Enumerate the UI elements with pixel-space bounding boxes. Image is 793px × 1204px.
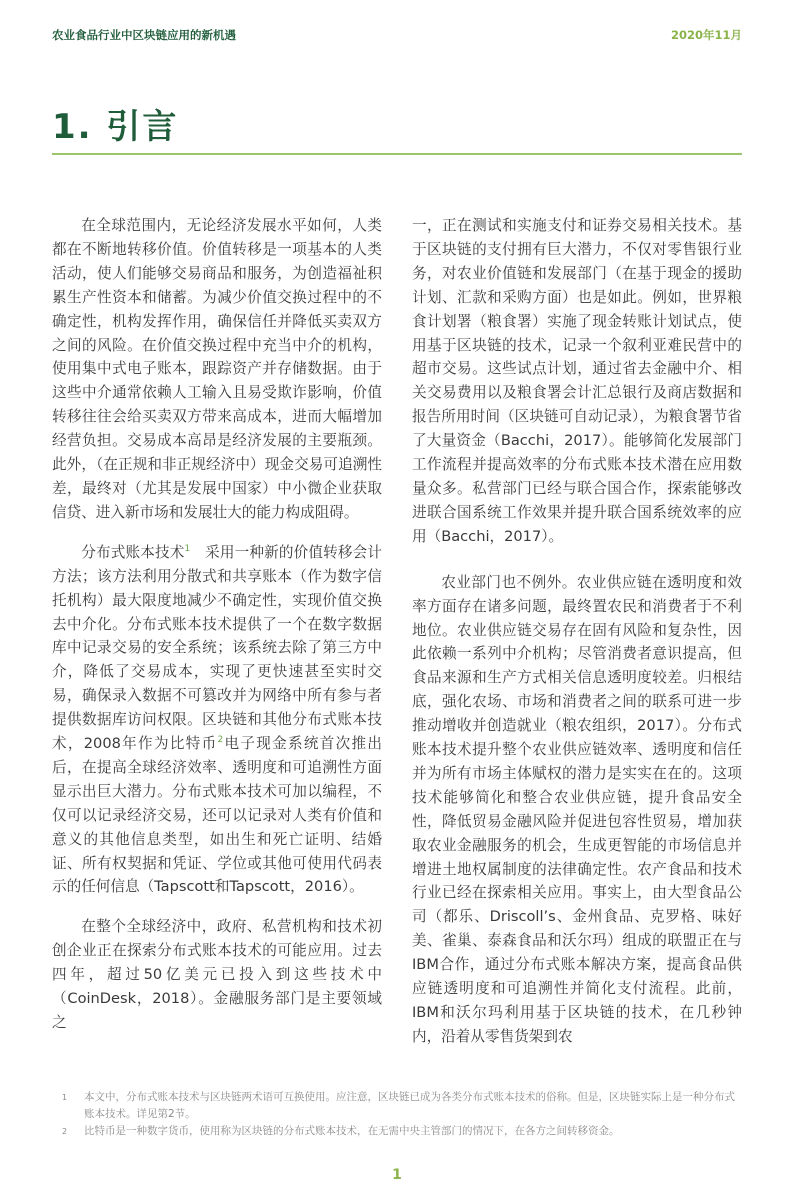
paragraph-text: 分布式账本技术	[81, 543, 185, 561]
paragraph	[52, 541, 382, 900]
footnote-text: 本文中，分布式账本技术与区块链两术语可互换使用。应注意，区块链已成为各类分布式账本技术的俗称。但是，区块链实际上是一种分布式账本技术。详见第2节。	[84, 1090, 735, 1120]
paragraph: 农业部门也不例外。农业供应链在透明度和效率方面存在诸多问题，最终置农民和消费者于不利地位。农业供应链交易存在固有风险和复杂性，因此依赖一系列中介机构；尽管消费者意识提高，但食品来源和生产方式相关信息透明度较差。归根结底，强化农场、市场和消费者之间的联系可进一步推动增收并创造就业（粮农组织，2017）。分布式账本技术提升整个农业供应链效率、透明度和信任并为所有市场主体赋权的潜力是实实在在的。这项技术能够简化和整合农业供应链，提升食品安全性，降低贸易金融风险并促进包容性贸易，增加获取农业金融服务的机会，生成更智能的市场信息并增进土地权属制度的法律确定性。农产食品和技术行业已经在探索相关应用。事实上，由大型食品公司（都乐、Driscoll’s、金州食品、克罗格、味好美、雀巢、泰森食品和沃尔玛）组成的联盟正在与IBM合作，通过分布式账本解决方案，提高食品供应链透明度和可追溯性并简化支付流程。此前，IBM和沃尔玛利用基于区块链的技术，在几秒钟内，沿着从零售货架到农	[412, 573, 742, 1045]
footnote	[62, 1123, 742, 1140]
left-column	[52, 214, 382, 1065]
footnote-ref[interactable]: 1	[184, 543, 191, 554]
running-header-date: 2020年11月	[670, 28, 742, 42]
footnote-ref[interactable]: 2	[217, 735, 224, 746]
right-column	[412, 214, 742, 1065]
paragraph-text: 电子现金系统首次推出后，在提高全球经济效率、透明度和可追溯性方面显示出巨大潜力。分布式账本技术可加以编程，不仅可以记录经济交易，还可以记录对人类有价值和意义的其他信息类型，如出生和死亡证明、结婚证、所有权契据和凭证、学位或其他可使用代码表示的任何信息（Tapscott和Tapscott，2016）。	[52, 735, 382, 896]
paragraph-text: 采用一种新的价值转移会计方法；该方法利用分散式和共享账本（作为数字信托机构）最大限度地减少不确定性，实现价值交换去中介化。分布式账本技术提供了一个在数字数据库中记录交易的安全系统；该系统去除了第三方中介，降低了交易成本，实现了更快速甚至实时交易，确保录入数据不可篡改并为网络中所有参与者提供数据库访问权限。区块链和其他分布式账本技术，2008年作为比特币	[52, 543, 382, 753]
section-title: 1. 引言	[52, 107, 179, 147]
title-divider	[52, 153, 742, 155]
paragraph: 一，正在测试和实施支付和证券交易相关技术。基于区块链的支付拥有巨大潜力，不仅对零售银行业务，对农业价值链和发展部门（在基于现金的援助计划、汇款和采购方面）也是如此。例如，世界粮食计划署（粮食署）实施了现金转账计划试点，使用基于区块链的技术，记录一个叙利亚难民营中的超市交易。这些试点计划，通过省去金融中介、相关交易费用以及粮食署会计汇总银行及商店数据和报告所用时间（区块链可自动记录），为粮食署节省了大量资金（Bacchi，2017）。能够简化发展部门工作流程并提高效率的分布式账本技术潜在应用数量众多。私营部门已经与联合国合作，探索能够改进联合国系统工作效果并提升联合国系统效率的应用（Bacchi，2017）。	[412, 217, 742, 545]
paragraph: 在全球范围内，无论经济发展水平如何，人类都在不断地转移价值。价值转移是一项基本的人类活动，使人们能够交易商品和服务，为创造福祉积累生产性资本和储蓄。为减少价值交换过程中的不确定性，机构发挥作用，确保信任并降低买卖双方之间的风险。在价值交换过程中充当中介的机构，使用集中式电子账本，跟踪资产并存储数据。由于这些中介通常依赖人工输入且易受欺诈影响，价值转移往往会给买卖双方带来高成本，进而大幅增加经营负担。交易成本高昂是经济发展的主要瓶颈。此外，（在正规和非正规经济中）现金交易可追溯性差，最终对（尤其是发展中国家）中小微企业获取信贷、进入新市场和发展壮大的能力构成阻碍。	[52, 217, 382, 521]
running-header-title: 农业食品行业中区块链应用的新机遇	[52, 28, 236, 42]
paragraph: 在整个全球经济中，政府、私营机构和技术初创企业正在探索分布式账本技术的可能应用。过去四年，超过50亿美元已投入到这些技术中（CoinDesk，2018）。金融服务部门是主要领域之	[52, 918, 382, 1031]
body-columns	[52, 214, 742, 1065]
running-header	[52, 27, 742, 43]
footnote-number: 1	[62, 1092, 68, 1102]
footnote-text: 比特币是一种数字货币，使用称为区块链的分布式账本技术，在无需中央主管部门的情况下，在各方之间转移资金。	[84, 1124, 620, 1137]
footnote	[62, 1089, 742, 1123]
page-number: 1	[392, 1166, 402, 1183]
footnotes	[52, 1089, 742, 1140]
footnote-number: 2	[62, 1126, 68, 1136]
